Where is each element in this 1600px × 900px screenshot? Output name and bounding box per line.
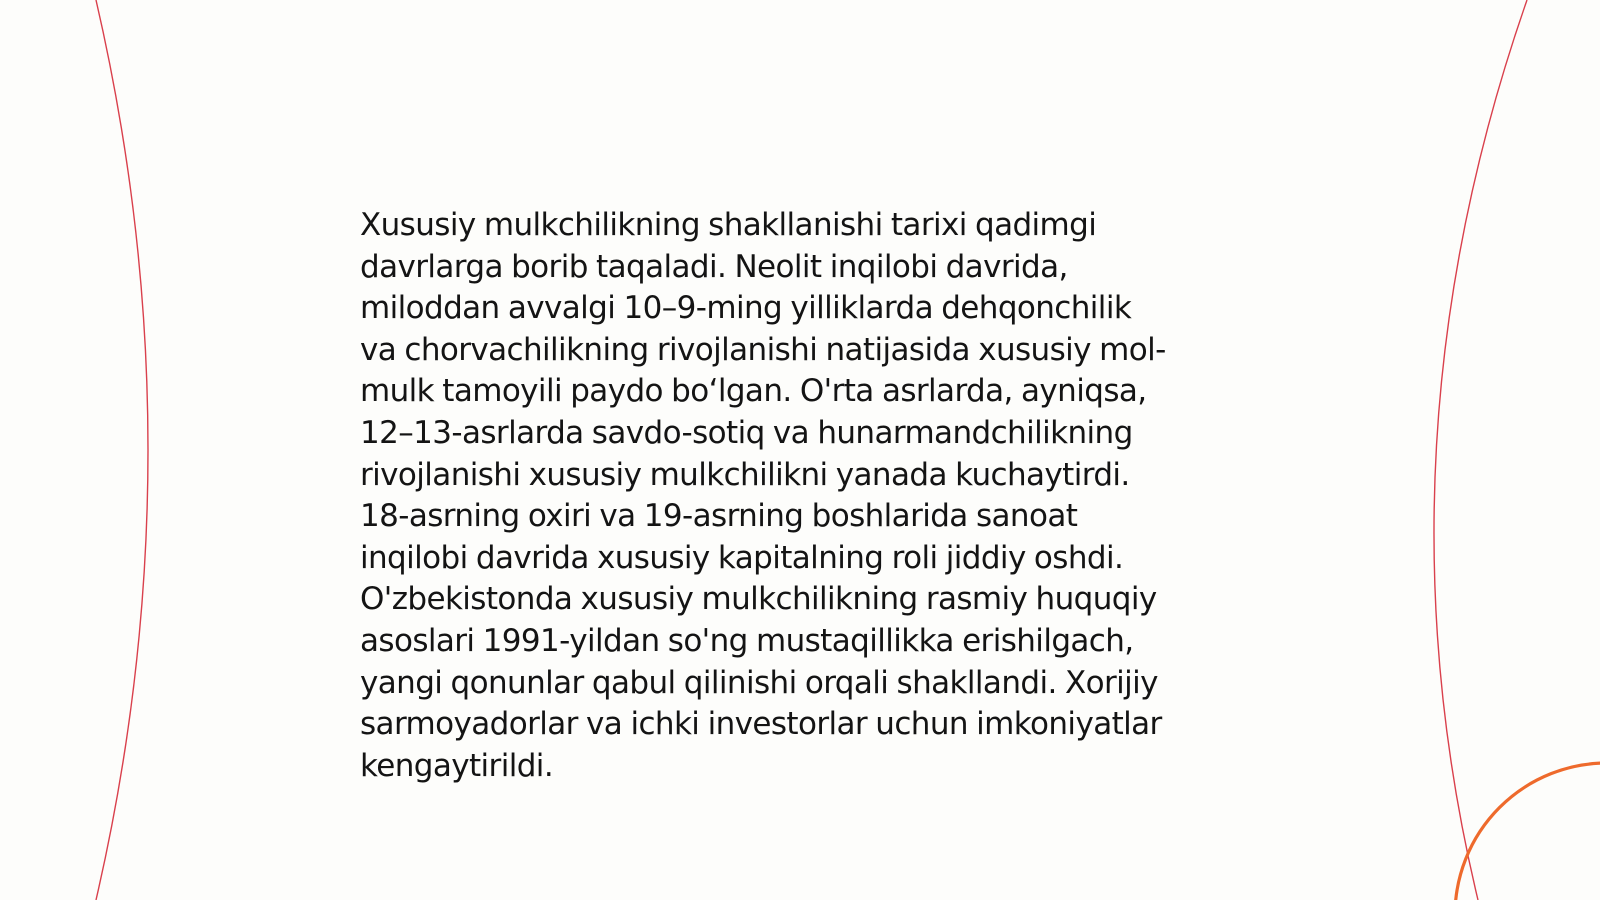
paragraph-line: va chorvachilikning rivojlanishi natijasida xususiy mol- bbox=[360, 331, 1166, 368]
paragraph-line: rivojlanishi xususiy mulkchilikni yanada kuchaytirdi. bbox=[360, 456, 1130, 493]
paragraph-line: yangi qonunlar qabul qilinishi orqali shakllandi. Xorijiy bbox=[360, 664, 1158, 701]
paragraph-line: sarmoyadorlar va ichki investorlar uchun imkoniyatlar bbox=[360, 706, 1162, 743]
paragraph-line: davrlarga borib taqaladi. Neolit inqilobi davrida, bbox=[360, 248, 1068, 285]
paragraph-line: mulk tamoyili paydo bo‘lgan. O'rta asrlarda, ayniqsa, bbox=[360, 373, 1147, 410]
paragraph-line: miloddan avvalgi 10–9-ming yilliklarda dehqonchilik bbox=[360, 290, 1132, 327]
paragraph-line: Xususiy mulkchilikning shakllanishi tarixi qadimgi bbox=[360, 207, 1097, 243]
body-paragraph bbox=[360, 205, 1260, 787]
paragraph-line: O'zbekistonda xususiy mulkchilikning rasmiy huquqiy bbox=[360, 581, 1157, 618]
paragraph-line: kengaytirildi. bbox=[360, 747, 554, 784]
paragraph-line: 18-asrning oxiri va 19-asrning boshlarida sanoat bbox=[360, 498, 1078, 535]
paragraph-line: asoslari 1991-yildan so'ng mustaqillikka erishilgach, bbox=[360, 622, 1134, 659]
right-arc-line bbox=[1434, 0, 1527, 900]
orange-accent-circle bbox=[1455, 763, 1600, 900]
paragraph-line: inqilobi davrida xususiy kapitalning roli jiddiy oshdi. bbox=[360, 539, 1124, 576]
left-arc-line bbox=[96, 0, 148, 900]
paragraph-line: 12–13-asrlarda savdo-sotiq va hunarmandchilikning bbox=[360, 414, 1133, 451]
